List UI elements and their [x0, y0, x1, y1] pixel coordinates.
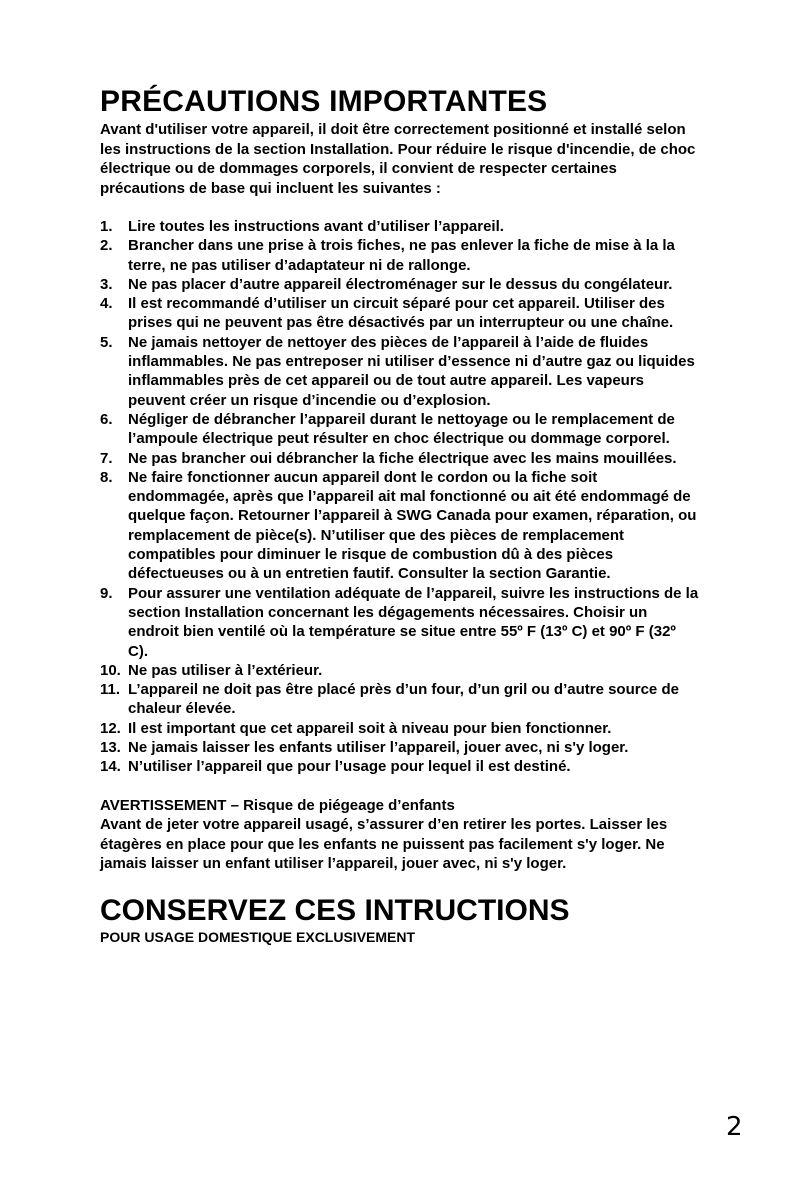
item-number: 12. — [100, 719, 121, 737]
list-item — [100, 275, 700, 294]
list-item — [100, 738, 700, 757]
item-text: Ne jamais nettoyer de nettoyer des pièces de l’appareil à l’aide de fluides inflammables. Ne pas entreposer ni utiliser d’essence ni d’autre gaz ou liquides inflammables près de cet appareil ou de tout autre appareil. Les vapeurs peuvent créer un risque d’incendie ou d’explosion. — [128, 333, 695, 409]
item-number: 10. — [100, 661, 121, 679]
list-item — [100, 333, 700, 410]
item-number: 13. — [100, 739, 121, 757]
item-text: Pour assurer une ventilation adéquate de l’appareil, suivre les instructions de la section Installation concernant les dégagements nécessaires. Choisir un endroit bien ventilé où la température se situe entre 55º F (13º C) et 90º F (32º C). — [128, 584, 699, 660]
list-item — [100, 236, 700, 275]
warning-block — [100, 796, 700, 874]
item-number: 4. — [100, 295, 113, 313]
item-number: 8. — [100, 468, 113, 486]
item-number: 5. — [100, 333, 113, 351]
item-text: Brancher dans une prise à trois fiches, ne pas enlever la fiche de mise à la la terre, ne pas utiliser d’adaptateur ni de rallonge. — [128, 237, 675, 274]
item-text: Ne faire fonctionner aucun appareil dont le cordon ou la fiche soit endommagée, après que l’appareil ait mal fonctionné ou ait été endommagé de quelque façon. Retourner l’appareil à SWG Canada pour examen, réparation, ou remplacement de pièce(s). N’utiliser que des pièces de remplacement compatibles pour diminuer le risque de combustion dû à des pièces défectueuses ou à un entretien fautif. Consulter la section Garantie. — [128, 468, 697, 583]
intro-paragraph: Avant d'utiliser votre appareil, il doit être correctement positionné et installé selon les instructions de la section Installation. Pour réduire le risque d'incendie, de choc électrique ou de dommages corporels, il convient de respecter certaines précautions de base qui incluent les suivantes : — [100, 121, 696, 197]
item-number: 9. — [100, 584, 113, 602]
item-text: Ne jamais laisser les enfants utiliser l’appareil, jouer avec, ni s'y loger. — [128, 739, 629, 757]
precautions-list — [100, 217, 700, 777]
list-item — [100, 661, 700, 680]
list-item — [100, 294, 700, 333]
footer-subtitle: POUR USAGE DOMESTIQUE EXCLUSIVEMENT — [100, 928, 416, 945]
item-text: Lire toutes les instructions avant d’utiliser l’appareil. — [128, 218, 504, 235]
item-text: L’appareil ne doit pas être placé près d’un four, d’un gril ou d’autre source de chaleur élevée. — [128, 681, 679, 718]
list-item — [100, 410, 700, 449]
item-number: 3. — [100, 275, 113, 293]
item-number: 2. — [100, 237, 113, 255]
list-item — [100, 584, 700, 661]
item-text: Il est recommandé d’utiliser un circuit séparé pour cet appareil. Utiliser des prises qui ne peuvent pas être désactivés par un interrupteur ou une chaîne. — [128, 295, 674, 332]
warning-heading: AVERTISSEMENT – Risque de piégeage d’enfants — [100, 796, 455, 814]
document-page — [100, 84, 700, 946]
item-text: N’utiliser l’appareil que pour l’usage pour lequel il est destiné. — [128, 758, 571, 776]
item-text: Ne pas utiliser à l’extérieur. — [128, 661, 323, 679]
item-number: 1. — [100, 218, 113, 235]
item-number: 7. — [100, 449, 113, 467]
item-number: 14. — [100, 758, 121, 776]
list-item — [100, 468, 700, 584]
footer-title: CONSERVEZ CES INTRUCTIONS — [100, 893, 570, 927]
item-number: 11. — [100, 681, 121, 699]
list-item — [100, 680, 700, 719]
item-number: 6. — [100, 410, 113, 428]
page-number: 2 — [726, 1112, 743, 1142]
warning-body: Avant de jeter votre appareil usagé, s’assurer d’en retirer les portes. Laisser les étagères en place pour que les enfants ne puissent pas facilement s'y loger. Ne jamais laisser un enfant utiliser l’appareil, jouer avec, ni s'y loger. — [100, 816, 668, 873]
page-title: PRÉCAUTIONS IMPORTANTES — [100, 85, 548, 118]
item-text: Ne pas brancher oui débrancher la fiche électrique avec les mains mouillées. — [128, 449, 677, 467]
list-item — [100, 449, 700, 468]
item-text: Ne pas placer d’autre appareil électroménager sur le dessus du congélateur. — [128, 275, 673, 293]
item-text: Il est important que cet appareil soit à niveau pour bien fonctionner. — [128, 719, 612, 737]
list-item — [100, 757, 700, 776]
item-text: Négliger de débrancher l’appareil durant le nettoyage ou le remplacement de l’ampoule électrique peut résulter en choc électrique ou dommage corporel. — [128, 410, 675, 448]
list-item — [100, 719, 700, 738]
list-item — [100, 217, 700, 236]
